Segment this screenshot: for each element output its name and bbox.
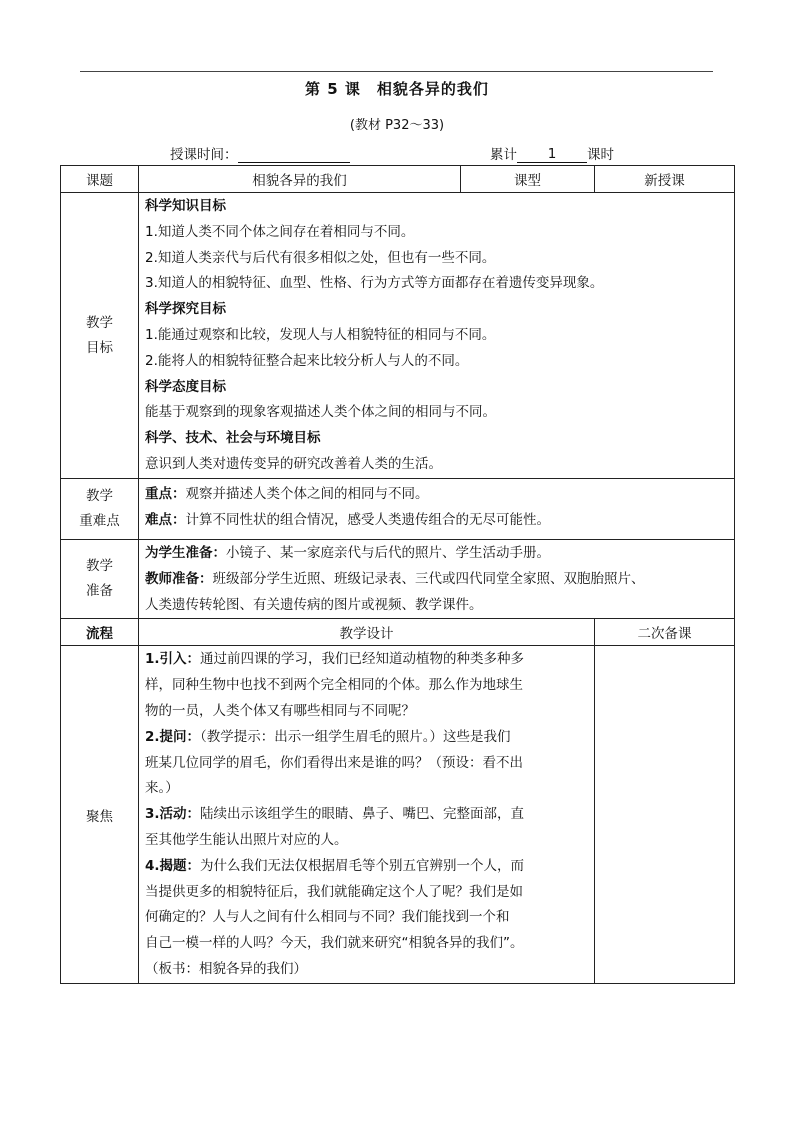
step4-text-cont: 何确定的？人与人之间有什么相同与不同？我们能找到一个和 <box>145 909 510 926</box>
step4-text: 为什么我们无法仅根据眉毛等个别五官辨别一个人，而 <box>200 857 525 874</box>
key-label: 重点： <box>145 486 186 502</box>
keypoints-row <box>61 479 735 540</box>
type-value: 新授课 <box>595 166 735 193</box>
step4-text-cont: 当提供更多的相貌特征后，我们就能确定这个人了呢？我们是如 <box>145 883 523 900</box>
lesson-count-suffix: 课时 <box>587 147 614 163</box>
prep-label-line1: 教学 <box>86 558 113 575</box>
teaching-time-label: 授课时间： <box>170 147 238 163</box>
teacher-prep-text-cont: 人类遗传转轮图、有关遗传病的图片或视频、教学课件。 <box>145 596 483 613</box>
step3-label: 3.活动： <box>145 806 201 823</box>
keypoints-label-line1: 教学 <box>86 488 113 504</box>
second-prep-header: 二次备课 <box>595 619 735 646</box>
knowledge-item: 2.知道人类亲代与后代有很多相似之处，但也有一些不同。 <box>145 249 496 266</box>
header-rule <box>80 71 713 72</box>
inquiry-item: 2.能将人的相貌特征整合起来比较分析人与人的不同。 <box>145 352 469 369</box>
inquiry-item: 1.能通过观察和比较，发现人与人相貌特征的相同与不同。 <box>145 326 496 343</box>
topic-value: 相貌各异的我们 <box>139 166 461 193</box>
keypoints-label-line2: 重难点 <box>79 513 120 529</box>
lesson-count <box>490 143 614 163</box>
lesson-plan-table <box>60 165 735 984</box>
prep-row <box>61 540 735 619</box>
stse-heading: 科学、技术、社会与环境目标 <box>145 430 321 447</box>
step1-text-cont: 样，同种生物中也找不到两个完全相同的个体。那么作为地球生 <box>145 677 523 694</box>
design-header: 教学设计 <box>139 619 595 646</box>
goals-label <box>61 193 139 479</box>
keypoints-label <box>61 479 139 540</box>
prep-label <box>61 540 139 619</box>
step4-text-cont: （板书：相貌各异的我们） <box>145 960 307 977</box>
knowledge-item: 1.知道人类不同个体之间存在着相同与不同。 <box>145 223 415 240</box>
knowledge-heading: 科学知识目标 <box>145 198 226 214</box>
step2-text: （教学提示：出示一组学生眉毛的照片。）这些是我们 <box>200 728 511 745</box>
focus-row <box>61 646 735 983</box>
lesson-count-value: 1 <box>517 146 587 163</box>
step2-text-cont: 来。） <box>145 780 179 797</box>
step2-label: 2.提问： <box>145 728 201 745</box>
lesson-title: 第 5 课 相貌各异的我们 <box>305 80 489 98</box>
student-prep-label: 为学生准备： <box>145 545 226 561</box>
step3-text: 陆续出示该组学生的眼睛、鼻子、嘴巴、完整面部，直 <box>200 806 525 823</box>
textbook-pages: (教材 P32～33) <box>349 118 445 133</box>
type-label: 课型 <box>461 166 595 193</box>
teaching-time <box>170 143 350 163</box>
goals-content <box>139 193 735 479</box>
lesson-count-prefix: 累计 <box>490 147 517 163</box>
prep-label-line2: 准备 <box>86 583 113 600</box>
teacher-prep-text: 班级部分学生近照、班级记录表、三代或四代同堂全家照、双胞胎照片、 <box>212 570 645 587</box>
key-text: 观察并描述人类个体之间的相同与不同。 <box>185 486 429 502</box>
student-prep-text: 小镜子、某一家庭亲代与后代的照片、学生活动手册。 <box>226 545 550 561</box>
step4-text-cont: 自己一模一样的人吗？今天，我们就来研究“相貌各异的我们”。 <box>145 935 524 952</box>
focus-label: 聚焦 <box>61 646 139 983</box>
difficult-text: 计算不同性状的组合情况，感受人类遗传组合的无尽可能性。 <box>185 511 550 528</box>
knowledge-item: 3.知道人的相貌特征、血型、性格、行为方式等方面都存在着遗传变异现象。 <box>145 275 604 292</box>
goals-label-line2: 目标 <box>86 339 113 356</box>
step1-text-cont: 物的一员，人类个体又有哪些相同与不同呢？ <box>145 702 415 719</box>
inquiry-heading: 科学探究目标 <box>145 301 226 318</box>
flow-header: 流程 <box>61 619 139 646</box>
step2-text-cont: 班某几位同学的眉毛，你们看得出来是谁的吗？（预设：看不出 <box>145 754 523 771</box>
step3-text-cont: 至其他学生能认出照片对应的人。 <box>145 831 348 848</box>
step4-label: 4.揭题： <box>145 857 201 874</box>
teacher-prep-label: 教师准备： <box>145 570 213 587</box>
keypoints-content <box>139 479 735 540</box>
topic-label: 课题 <box>61 166 139 193</box>
attitude-text: 能基于观察到的现象客观描述人类个体之间的相同与不同。 <box>145 404 496 421</box>
attitude-heading: 科学态度目标 <box>145 378 226 395</box>
difficult-label: 难点： <box>145 511 186 528</box>
prep-content <box>139 540 735 619</box>
goals-label-line1: 教学 <box>86 314 113 331</box>
goals-row <box>61 193 735 479</box>
focus-content <box>139 646 595 983</box>
stse-text: 意识到人类对遗传变异的研究改善着人类的生活。 <box>145 455 442 472</box>
step1-label: 1.引入： <box>145 651 201 668</box>
teaching-time-blank <box>238 148 350 163</box>
step1-text: 通过前四课的学习，我们已经知道动植物的种类多种多 <box>200 651 525 668</box>
topic-row <box>61 166 735 193</box>
process-header-row <box>61 619 735 646</box>
second-prep-cell <box>595 646 735 983</box>
